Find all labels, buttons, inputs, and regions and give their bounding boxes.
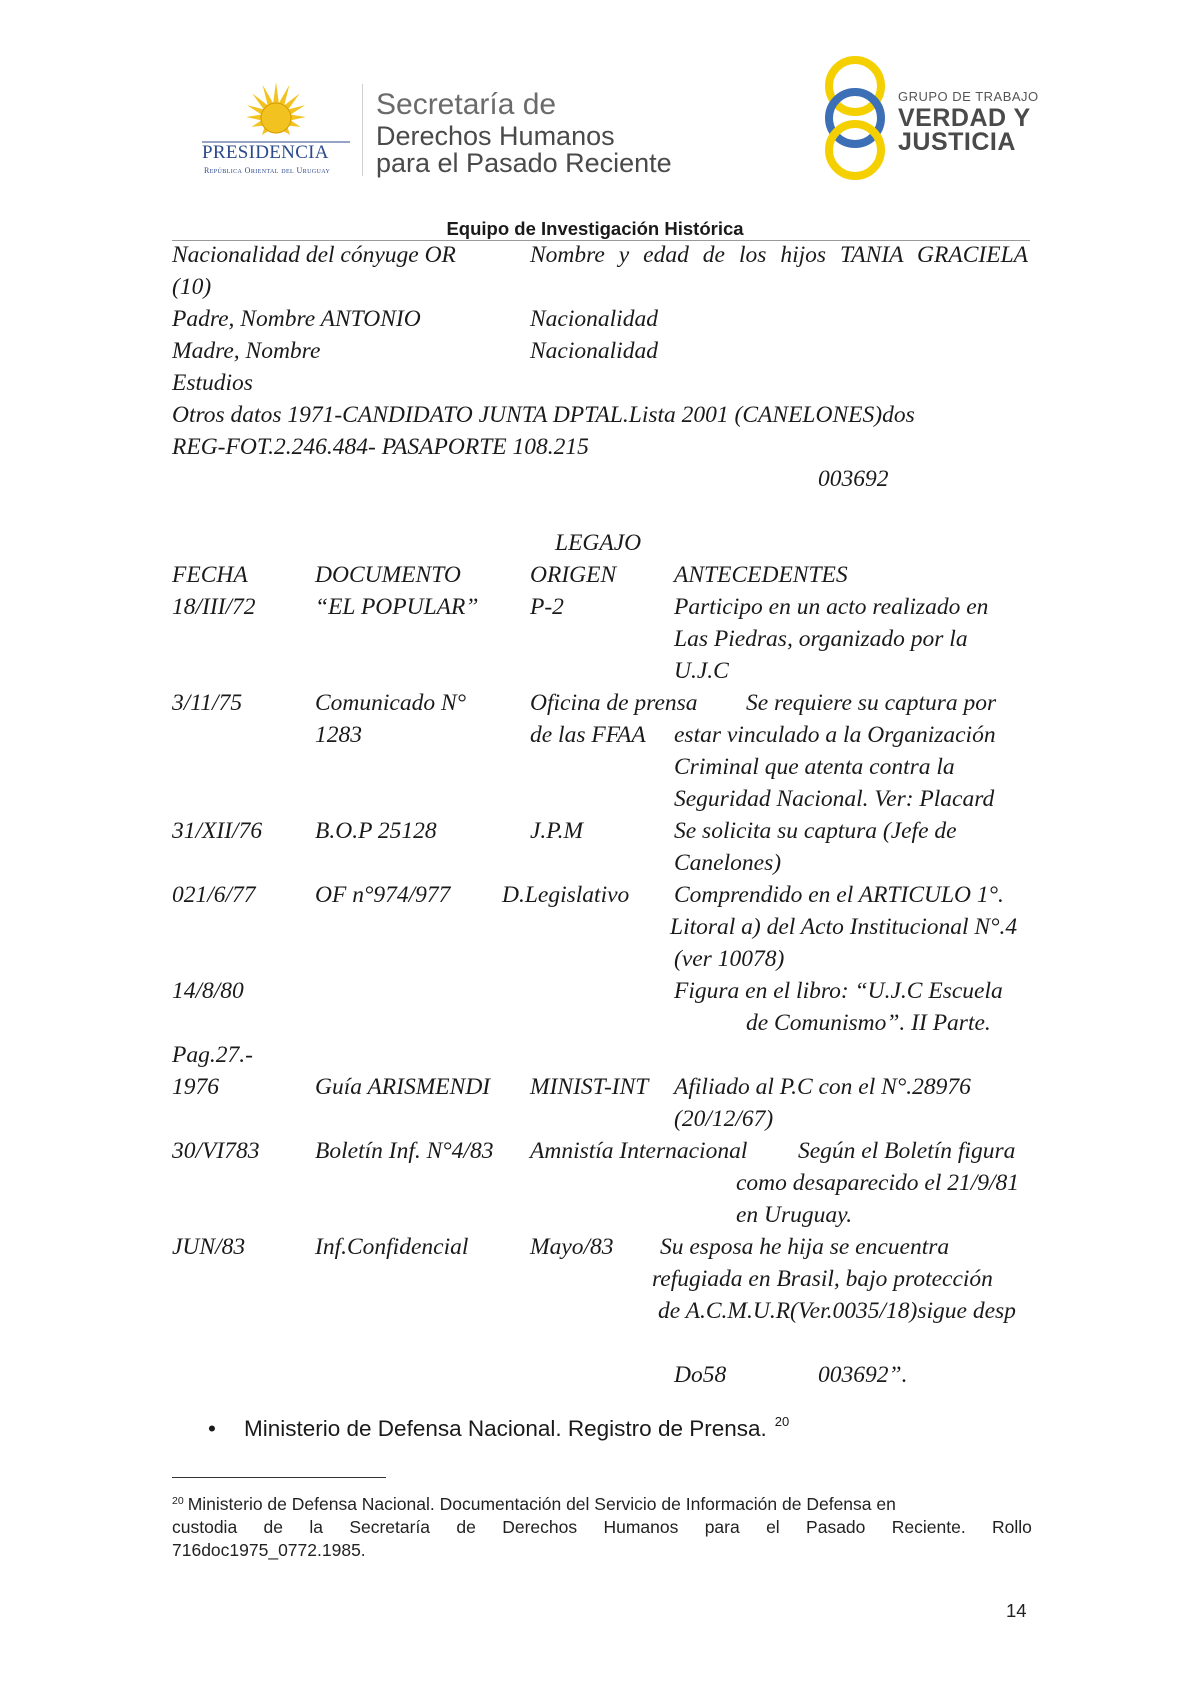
hijos-cont: (10) bbox=[172, 274, 212, 300]
madre-nombre: Madre, Nombre bbox=[172, 338, 321, 364]
fecha: Pag.27.- bbox=[172, 1042, 253, 1068]
antecedente-line: Afiliado al P.C con el N°.28976 bbox=[674, 1074, 971, 1100]
footnote-word: el bbox=[766, 1517, 780, 1537]
footnote-line1 bbox=[172, 1490, 1032, 1516]
col-antecedentes: ANTECEDENTES bbox=[674, 562, 848, 588]
footnote-word: de bbox=[263, 1517, 283, 1537]
bullet-text: Ministerio de Defensa Nacional. Registro de Prensa. bbox=[244, 1416, 767, 1441]
footnote-word: Derechos bbox=[502, 1517, 578, 1537]
footnote-ref[interactable]: 20 bbox=[774, 1414, 790, 1429]
antecedente-line: (20/12/67) bbox=[674, 1106, 774, 1132]
otros-datos-line1: Otros datos 1971-CANDIDATO JUNTA DPTAL.Lista 2001 (CANELONES)dos bbox=[172, 402, 915, 428]
presidencia-title: PRESIDENCIA bbox=[202, 142, 329, 163]
antecedente-line: (ver 10078) bbox=[674, 946, 785, 972]
header-legajo: LEGAJO bbox=[555, 530, 642, 556]
origen: Mayo/83 bbox=[530, 1234, 614, 1260]
section-title: Equipo de Investigación Histórica bbox=[446, 218, 744, 239]
presidencia-logo bbox=[196, 80, 356, 180]
footnote-rule bbox=[172, 1477, 386, 1478]
bullet-dot-icon: • bbox=[208, 1416, 216, 1441]
closing-code: Do58 bbox=[674, 1362, 727, 1388]
presidencia-subtitle: República Oriental del Uruguay bbox=[204, 166, 331, 175]
otros-datos-line2: REG-FOT.2.246.484- PASAPORTE 108.215 bbox=[172, 434, 589, 460]
antecedente-line: de A.C.M.U.R(Ver.0035/18)sigue desp bbox=[658, 1298, 1016, 1324]
padre-nombre: Padre, Nombre ANTONIO bbox=[172, 306, 421, 332]
documento: Guía ARISMENDI bbox=[315, 1074, 491, 1100]
origen: MINIST-INT bbox=[530, 1074, 649, 1100]
logo-divider bbox=[362, 84, 363, 176]
antecedente-line: Según el Boletín figura bbox=[798, 1138, 1016, 1164]
ref-number: 003692 bbox=[818, 466, 889, 492]
padre-nacionalidad: Nacionalidad bbox=[530, 306, 658, 332]
documento: Inf.Confidencial bbox=[315, 1234, 469, 1260]
secretaria-line3: para el Pasado Reciente bbox=[376, 148, 672, 178]
footnote-word: Humanos bbox=[603, 1517, 679, 1537]
footnote-line2 bbox=[172, 1516, 1032, 1539]
fecha: 021/6/77 bbox=[172, 882, 256, 908]
conyuge-nacionalidad: Nacionalidad del cónyuge OR bbox=[172, 242, 456, 268]
madre-nacionalidad: Nacionalidad bbox=[530, 338, 658, 364]
documento: Comunicado N° bbox=[315, 690, 467, 716]
antecedente-line: Su esposa he hija se encuentra bbox=[660, 1234, 950, 1260]
footnote-word: Reciente. bbox=[891, 1517, 966, 1537]
origen: P-2 bbox=[530, 594, 564, 620]
fecha-cont: 1976 bbox=[172, 1074, 219, 1100]
bullet-item bbox=[208, 1414, 789, 1442]
footnote-word: Secretaría bbox=[349, 1517, 431, 1537]
footnote-number: 20 bbox=[172, 1495, 184, 1507]
footnote-word: Rollo bbox=[992, 1517, 1032, 1537]
antecedente-line: Seguridad Nacional. Ver: Placard bbox=[674, 786, 995, 812]
antecedente-line: Litoral a) del Acto Institucional N°.4 bbox=[670, 914, 1018, 940]
fecha: JUN/83 bbox=[172, 1234, 246, 1260]
documento-cont: 1283 bbox=[315, 722, 362, 748]
footnote-word: la bbox=[309, 1517, 323, 1537]
documento: Boletín Inf. N°4/83 bbox=[315, 1138, 494, 1164]
grupo-line1: GRUPO DE TRABAJO bbox=[898, 89, 1039, 104]
antecedente-line: en Uruguay. bbox=[736, 1202, 853, 1228]
footnote-word: Pasado bbox=[806, 1517, 866, 1537]
antecedente-line: estar vinculado a la Organización bbox=[674, 722, 996, 748]
grupo-line2: VERDAD Y bbox=[898, 104, 1031, 132]
col-origen: ORIGEN bbox=[530, 562, 617, 588]
fecha: 14/8/80 bbox=[172, 978, 244, 1004]
origen: Amnistía Internacional bbox=[530, 1138, 748, 1164]
footnote-word: custodia bbox=[172, 1517, 238, 1537]
antecedente-line: Figura en el libro: “U.J.C Escuela bbox=[674, 978, 1003, 1004]
antecedente-line: Comprendido en el ARTICULO 1°. bbox=[674, 882, 1004, 908]
estudios: Estudios bbox=[172, 370, 253, 396]
page-number: 14 bbox=[1006, 1600, 1027, 1621]
origen: D.Legislativo bbox=[502, 882, 630, 908]
documento: “EL POPULAR” bbox=[315, 594, 479, 620]
antecedente-line: de Comunismo”. II Parte. bbox=[746, 1010, 991, 1036]
secretaria-line1: Secretaría de bbox=[376, 88, 557, 121]
antecedente-line: Criminal que atenta contra la bbox=[674, 754, 955, 780]
origen: J.P.M bbox=[530, 818, 584, 844]
origen-cont: de las FFAA bbox=[530, 722, 646, 748]
footnote bbox=[172, 1490, 1032, 1562]
fecha: 18/III/72 bbox=[172, 594, 256, 620]
origen: Oficina de prensa bbox=[530, 690, 698, 716]
antecedente-line: refugiada en Brasil, bajo protección bbox=[652, 1266, 993, 1292]
documento: B.O.P 25128 bbox=[315, 818, 437, 844]
fecha: 3/11/75 bbox=[172, 690, 243, 716]
antecedente-line: Canelones) bbox=[674, 850, 782, 876]
footnote-line1-text: Ministerio de Defensa Nacional. Documentación del Servicio de Información de Defensa en bbox=[187, 1494, 896, 1514]
secretaria-line2: Derechos Humanos bbox=[376, 121, 615, 151]
antecedente-line: como desaparecido el 21/9/81 bbox=[736, 1170, 1020, 1196]
hijos-nombre-edad bbox=[530, 239, 1028, 271]
antecedente-line: Se solicita su captura (Jefe de bbox=[674, 818, 957, 844]
fecha: 30/VI783 bbox=[172, 1138, 260, 1164]
antecedente-line: U.J.C bbox=[674, 658, 729, 684]
verdad-justicia-logo bbox=[820, 56, 1039, 182]
footnote-line3: 716doc1975_0772.1985. bbox=[172, 1540, 366, 1560]
grupo-line3: JUSTICIA bbox=[898, 128, 1016, 156]
antecedente-line: Se requiere su captura por bbox=[746, 690, 997, 716]
sun-emblem-icon bbox=[196, 80, 356, 150]
footnote-word: para bbox=[704, 1517, 740, 1537]
antecedente-line: Participo en un acto realizado en bbox=[674, 594, 989, 620]
hijos-text: Nombre y edad de los hijos TANIA GRACIELA bbox=[530, 242, 1028, 268]
col-documento: DOCUMENTO bbox=[315, 562, 461, 588]
closing-number: 003692”. bbox=[818, 1362, 908, 1388]
interlocking-rings-icon bbox=[820, 56, 890, 180]
fecha: 31/XII/76 bbox=[172, 818, 263, 844]
footnote-word: de bbox=[456, 1517, 476, 1537]
col-fecha: FECHA bbox=[172, 562, 248, 588]
documento: OF n°974/977 bbox=[315, 882, 451, 908]
antecedente-line: Las Piedras, organizado por la bbox=[674, 626, 968, 652]
